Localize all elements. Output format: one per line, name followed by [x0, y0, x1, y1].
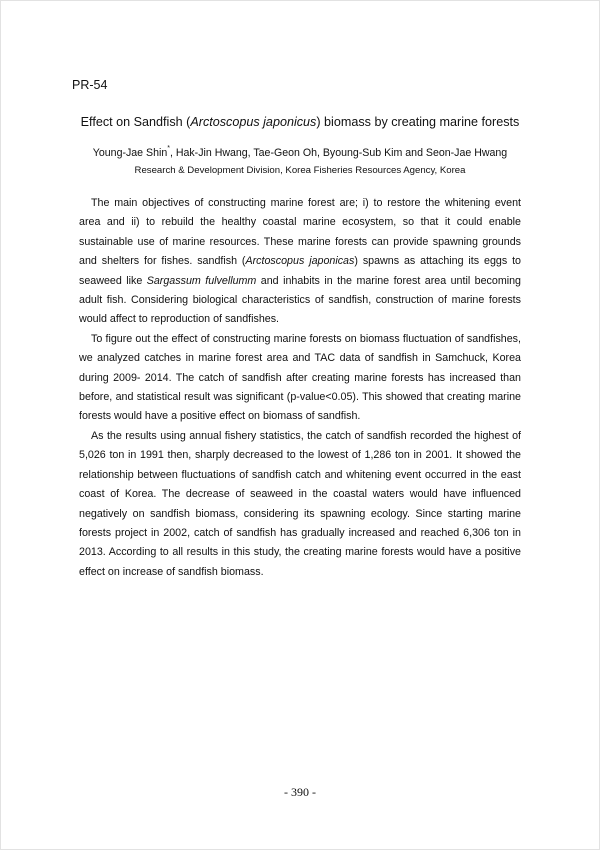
abstract-code: PR-54	[72, 78, 108, 92]
paragraph-3: As the results using annual fishery statistics, the catch of sandfish recorded the highest of 5,026 ton in 1991 then, sharply decreased to the lowest of 1,286 ton in 2001. It showed the relationship between fluctuations of sandfish catch and whitening event occurred in the east coast of Korea. The decrease of seaweed in the coastal waters would have influenced negatively on sandfish biomass, considering its spawning ecology. Since starting marine forests project in 2002, catch of sandfish has gradually increased and reached 6,306 ton in 2013. According to all results in this study, the creating marine forests would have a positive effect on increase of sandfish biomass.	[79, 429, 521, 578]
corresponding-author-mark: *	[167, 145, 170, 152]
abstract-body	[79, 194, 521, 582]
title-text-after: ) biomass by creating marine forests	[316, 115, 520, 129]
author-list	[0, 147, 600, 159]
paragraph-1-text-a: The main objectives of constructing marine forest are; i) to restore the whitening event area and ii) to rebuild the healthy coastal marine ecosystem, so that it could enable sustainable use of marine resources. These marine forests can provide spawning grounds and shelters for fishes. sandfish (	[79, 197, 521, 268]
author-affiliation: Research & Development Division, Korea Fisheries Resources Agency, Korea	[134, 165, 466, 176]
paragraph-1-text-c: and inhabits in the marine forest area until becoming adult fish. Considering biological characteristics of sandfish, construction of marine forests would affect to reproduction of sandfishes.	[79, 274, 521, 326]
paragraph-2: To figure out the effect of constructing marine forests on biomass fluctuation of sandfishes, we analyzed catches in marine forest area and TAC data of sandfish in Samchuck, Korea during 2009- 2014. The catch of sandfish after creating marine forests has increased than before, and statistical result was significant (p-value<0.05). This showed that creating marine forests would have a positive effect on biomass of sandfish.	[79, 332, 521, 423]
paragraph-1-species-name: Arctoscopus japonicas	[245, 255, 355, 268]
other-authors: , Hak-Jin Hwang, Tae-Geon Oh, Byoung-Sub Kim and Seon-Jae Hwang	[169, 147, 508, 159]
paragraph-1-seaweed-name: Sargassum fulvellumm	[146, 274, 257, 287]
first-author: Young-Jae Shin	[92, 147, 168, 159]
paper-title	[0, 115, 600, 129]
title-text-before: Effect on Sandfish (	[80, 115, 191, 129]
paragraph-1-text-b: ) spawns as attaching its eggs to seaweed like	[79, 255, 521, 287]
paragraph-1	[79, 194, 521, 330]
title-species-name: Arctoscopus japonicus	[190, 115, 317, 129]
page-number: - 390 -	[284, 785, 316, 799]
